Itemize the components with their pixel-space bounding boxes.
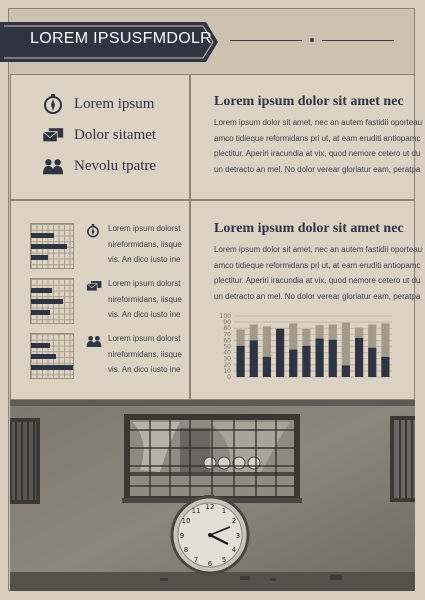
section1-heading: Lorem ipsum dolor sit amet nec bbox=[214, 94, 404, 109]
wall-photo bbox=[10, 400, 415, 591]
bar-chart bbox=[212, 313, 397, 383]
chart-tick-label: 20 bbox=[223, 361, 231, 369]
mini-item-text: Lorem ipsum dolorst nireformidans, iisque vis. An dico iusto ine bbox=[108, 334, 182, 374]
svg-text:9: 9 bbox=[179, 532, 185, 540]
section2-heading: Lorem ipsum dolor sit amet nec bbox=[214, 221, 404, 236]
feature-label: Nevolu tpatre bbox=[74, 157, 157, 174]
chart-bar-dark bbox=[342, 365, 350, 377]
chart-tick-label: 70 bbox=[223, 331, 231, 339]
chart-tick-label: 40 bbox=[223, 349, 231, 357]
mini-grid-bar bbox=[31, 354, 56, 359]
feature-label: Lorem ipsum bbox=[74, 95, 155, 112]
mini-grid-bar bbox=[31, 310, 50, 315]
chart-tick-label: 100 bbox=[219, 313, 231, 320]
chart-bar-dark bbox=[368, 348, 376, 377]
people-icon bbox=[42, 157, 64, 175]
chart-bar-dark bbox=[276, 329, 284, 377]
svg-text:10: 10 bbox=[181, 517, 191, 525]
feature-label: Dolor sitamet bbox=[74, 126, 157, 143]
svg-text:7: 7 bbox=[193, 556, 199, 564]
page-title: LOREM IPSUSFMDOLR bbox=[30, 30, 213, 47]
svg-text:6: 6 bbox=[207, 560, 213, 568]
mini-grid-bar bbox=[31, 255, 48, 260]
chart-bar-dark bbox=[237, 346, 245, 377]
feature-item bbox=[42, 157, 156, 175]
section1-text: Lorem ipsum dolor sit amet, nec an autem fastidii oporteau amco tidieque reformidans pri ut, at eam eruditi antiopamc plectitur. Aperiri iracundia at vix, quod nemore cetero ut du un detracto an mel. No dolor verear gloriatur eam, peratpa bbox=[214, 118, 423, 174]
chart-bar-dark bbox=[289, 350, 297, 377]
chart-tick-label: 30 bbox=[223, 355, 231, 363]
chart-tick-label: 60 bbox=[223, 337, 231, 345]
compass-icon bbox=[42, 94, 64, 114]
feature-item bbox=[42, 126, 156, 144]
section2-text: Lorem ipsum dolor sit amet, nec an autem fastidii oporteau amco tidieque reformidans pri ut, at eam eruditi antiopamc plectitur. Aperiri iracundia at vix, quod nemore cetero ut du un detracto an mel. No dolor verear gloriatur eam, peratpa bbox=[214, 245, 423, 301]
chart-bar-dark bbox=[250, 340, 258, 377]
svg-text:11: 11 bbox=[191, 507, 201, 515]
mini-grid-bar bbox=[31, 244, 67, 249]
envelopes-icon bbox=[86, 279, 102, 297]
mini-grid-chart bbox=[30, 333, 74, 379]
svg-text:2: 2 bbox=[231, 517, 237, 525]
chart-tick-label: 90 bbox=[223, 319, 231, 327]
mini-item-text: Lorem ipsum dolorst nireformidans, iisque vis. An dico iusto ine bbox=[108, 224, 182, 264]
chart-bar-dark bbox=[316, 339, 324, 377]
svg-text:1: 1 bbox=[221, 507, 227, 515]
mini-grid-bar bbox=[31, 299, 63, 304]
feature-item bbox=[42, 94, 154, 114]
svg-text:12: 12 bbox=[205, 503, 215, 511]
mini-grid-chart bbox=[30, 223, 74, 269]
mini-grid-bar bbox=[31, 365, 73, 370]
mini-grid-bar bbox=[31, 343, 50, 348]
mini-grid-chart bbox=[30, 278, 74, 324]
chart-bar-dark bbox=[381, 357, 389, 377]
people-icon bbox=[86, 334, 102, 352]
mini-item-text: Lorem ipsum dolorst nireformidans, iisque vis. An dico iusto ine bbox=[108, 279, 182, 319]
mini-grid-bar bbox=[31, 233, 54, 238]
mini-grid-bar bbox=[31, 288, 52, 293]
svg-text:4: 4 bbox=[231, 546, 237, 554]
wall-clock bbox=[172, 495, 248, 573]
compass-icon bbox=[86, 224, 100, 243]
envelopes-icon bbox=[42, 126, 64, 144]
chart-tick-label: 50 bbox=[223, 343, 231, 351]
chart-bar-dark bbox=[302, 346, 310, 377]
chart-tick-label: 10 bbox=[223, 367, 231, 375]
svg-text:5: 5 bbox=[221, 556, 227, 564]
chart-tick-label: 80 bbox=[223, 325, 231, 333]
svg-text:8: 8 bbox=[183, 546, 189, 554]
svg-text:3: 3 bbox=[235, 532, 241, 540]
chart-tick-label: 0 bbox=[227, 374, 231, 381]
chart-bar-dark bbox=[355, 338, 363, 377]
chart-bar-dark bbox=[263, 357, 271, 377]
header-divider bbox=[230, 40, 394, 42]
chart-bar-dark bbox=[329, 340, 337, 377]
